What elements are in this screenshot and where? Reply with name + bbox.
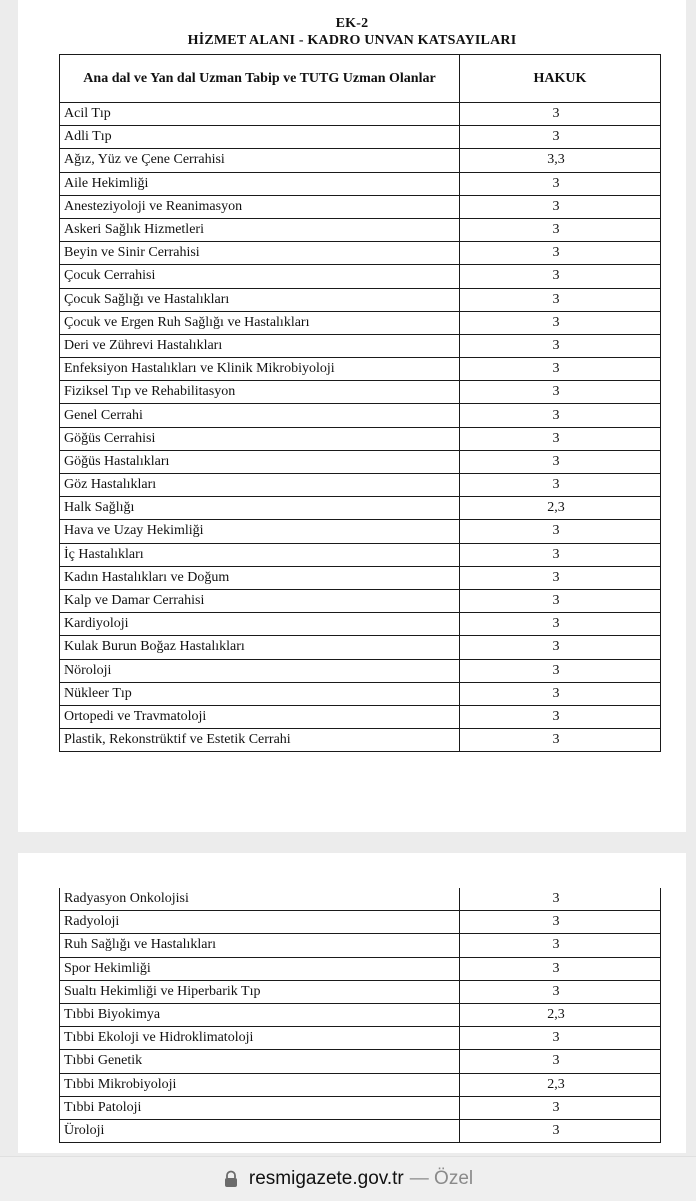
hakuk-value: 3 (460, 450, 661, 473)
table-row (60, 427, 661, 450)
table-row (60, 103, 661, 126)
specialty-name: Halk Sağlığı (60, 497, 460, 520)
specialty-name: İç Hastalıkları (60, 543, 460, 566)
hakuk-value: 3 (460, 311, 661, 334)
specialty-name: Ruh Sağlığı ve Hastalıkları (60, 934, 460, 957)
hakuk-value: 3 (460, 172, 661, 195)
coefficient-table-page-1 (59, 54, 661, 752)
specialty-name: Adli Tıp (60, 126, 460, 149)
specialty-name: Genel Cerrahi (60, 404, 460, 427)
specialty-name: Ağız, Yüz ve Çene Cerrahisi (60, 149, 460, 172)
table-row (60, 149, 661, 172)
table-row (60, 358, 661, 381)
specialty-name: Tıbbi Patoloji (60, 1096, 460, 1119)
hakuk-value: 3 (460, 288, 661, 311)
specialty-name: Plastik, Rekonstrüktif ve Estetik Cerrahi (60, 729, 460, 752)
table-row (60, 1073, 661, 1096)
specialty-name: Üroloji (60, 1119, 460, 1142)
specialty-name: Tıbbi Biyokimya (60, 1003, 460, 1026)
specialty-name: Tıbbi Ekoloji ve Hidroklimatoloji (60, 1027, 460, 1050)
private-mode-label: — Özel (409, 1168, 474, 1189)
coefficient-table-page-2 (59, 888, 661, 1143)
hakuk-value: 3 (460, 520, 661, 543)
specialty-name: Ortopedi ve Travmatoloji (60, 705, 460, 728)
table-row (60, 520, 661, 543)
specialty-name: Göğüs Cerrahisi (60, 427, 460, 450)
table-row (60, 911, 661, 934)
hakuk-value: 3 (460, 934, 661, 957)
table-row (60, 474, 661, 497)
document-page-1 (18, 0, 686, 832)
specialty-name: Göz Hastalıkları (60, 474, 460, 497)
hakuk-value: 3 (460, 729, 661, 752)
specialty-name: Acil Tıp (60, 103, 460, 126)
hakuk-value: 2,3 (460, 1003, 661, 1026)
table-row (60, 729, 661, 752)
table-row (60, 659, 661, 682)
url-domain[interactable]: resmigazete.gov.tr (248, 1168, 404, 1189)
hakuk-value: 3 (460, 474, 661, 497)
hakuk-value: 3 (460, 682, 661, 705)
specialty-name: Radyoloji (60, 911, 460, 934)
hakuk-value: 3 (460, 705, 661, 728)
hakuk-value: 3 (460, 1050, 661, 1073)
document-title: HİZMET ALANI - KADRO UNVAN KATSAYILARI (187, 33, 517, 48)
table-row (60, 543, 661, 566)
table-row (60, 288, 661, 311)
hakuk-value: 3 (460, 659, 661, 682)
hakuk-value: 3 (460, 103, 661, 126)
table-row (60, 613, 661, 636)
hakuk-value: 3 (460, 404, 661, 427)
specialty-name: Kalp ve Damar Cerrahisi (60, 589, 460, 612)
hakuk-value: 3 (460, 195, 661, 218)
specialty-name: Tıbbi Genetik (60, 1050, 460, 1073)
hakuk-value: 3,3 (460, 149, 661, 172)
specialty-name: Askeri Sağlık Hizmetleri (60, 218, 460, 241)
table-row (60, 218, 661, 241)
table-row (60, 980, 661, 1003)
hakuk-value: 3 (460, 334, 661, 357)
specialty-name: Nükleer Tıp (60, 682, 460, 705)
hakuk-value: 2,3 (460, 1073, 661, 1096)
hakuk-value: 3 (460, 543, 661, 566)
hakuk-value: 3 (460, 381, 661, 404)
hakuk-value: 3 (460, 957, 661, 980)
lock-icon (223, 1170, 239, 1188)
table-row (60, 381, 661, 404)
hakuk-value: 3 (460, 242, 661, 265)
table-row (60, 934, 661, 957)
table-row (60, 497, 661, 520)
table-row (60, 126, 661, 149)
column-header-specialty: Ana dal ve Yan dal Uzman Tabip ve TUTG Uzman Olanlar (60, 55, 460, 103)
hakuk-value: 3 (460, 126, 661, 149)
table-row (60, 172, 661, 195)
table-row (60, 242, 661, 265)
specialty-name: Deri ve Zührevi Hastalıkları (60, 334, 460, 357)
hakuk-value: 3 (460, 1096, 661, 1119)
specialty-name: Enfeksiyon Hastalıkları ve Klinik Mikrobiyoloji (60, 358, 460, 381)
specialty-name: Anesteziyoloji ve Reanimasyon (60, 195, 460, 218)
table-row (60, 957, 661, 980)
specialty-name: Beyin ve Sinir Cerrahisi (60, 242, 460, 265)
table-row (60, 1027, 661, 1050)
table-row (60, 888, 661, 911)
hakuk-value: 3 (460, 888, 661, 911)
hakuk-value: 3 (460, 218, 661, 241)
table-row (60, 589, 661, 612)
hakuk-value: 3 (460, 265, 661, 288)
hakuk-value: 3 (460, 636, 661, 659)
table-row (60, 566, 661, 589)
hakuk-value: 3 (460, 980, 661, 1003)
table-row (60, 311, 661, 334)
specialty-name: Sualtı Hekimliği ve Hiperbarik Tıp (60, 980, 460, 1003)
table-row (60, 404, 661, 427)
table-row (60, 682, 661, 705)
table-row (60, 636, 661, 659)
browser-address-bar[interactable] (0, 1156, 696, 1201)
specialty-name: Çocuk Sağlığı ve Hastalıkları (60, 288, 460, 311)
hakuk-value: 3 (460, 358, 661, 381)
column-header-hakuk: HAKUK (460, 55, 661, 103)
hakuk-value: 3 (460, 1119, 661, 1142)
specialty-name: Hava ve Uzay Hekimliği (60, 520, 460, 543)
table-row (60, 705, 661, 728)
table-row (60, 1096, 661, 1119)
table-row (60, 265, 661, 288)
table-header-row (60, 55, 661, 103)
hakuk-value: 3 (460, 427, 661, 450)
specialty-name: Spor Hekimliği (60, 957, 460, 980)
document-page-2 (18, 853, 686, 1153)
specialty-name: Kadın Hastalıkları ve Doğum (60, 566, 460, 589)
specialty-name: Nöroloji (60, 659, 460, 682)
hakuk-value: 3 (460, 911, 661, 934)
specialty-name: Çocuk Cerrahisi (60, 265, 460, 288)
hakuk-value: 3 (460, 1027, 661, 1050)
specialty-name: Fiziksel Tıp ve Rehabilitasyon (60, 381, 460, 404)
specialty-name: Çocuk ve Ergen Ruh Sağlığı ve Hastalıkları (60, 311, 460, 334)
table-row (60, 334, 661, 357)
annex-label: EK-2 (335, 16, 369, 31)
hakuk-value: 2,3 (460, 497, 661, 520)
table-row (60, 1003, 661, 1026)
table-row (60, 450, 661, 473)
table-row (60, 195, 661, 218)
specialty-name: Kardiyoloji (60, 613, 460, 636)
specialty-name: Aile Hekimliği (60, 172, 460, 195)
hakuk-value: 3 (460, 566, 661, 589)
specialty-name: Radyasyon Onkolojisi (60, 888, 460, 911)
specialty-name: Tıbbi Mikrobiyoloji (60, 1073, 460, 1096)
table-row (60, 1050, 661, 1073)
specialty-name: Göğüs Hastalıkları (60, 450, 460, 473)
hakuk-value: 3 (460, 613, 661, 636)
table-row (60, 1119, 661, 1142)
specialty-name: Kulak Burun Boğaz Hastalıkları (60, 636, 460, 659)
hakuk-value: 3 (460, 589, 661, 612)
